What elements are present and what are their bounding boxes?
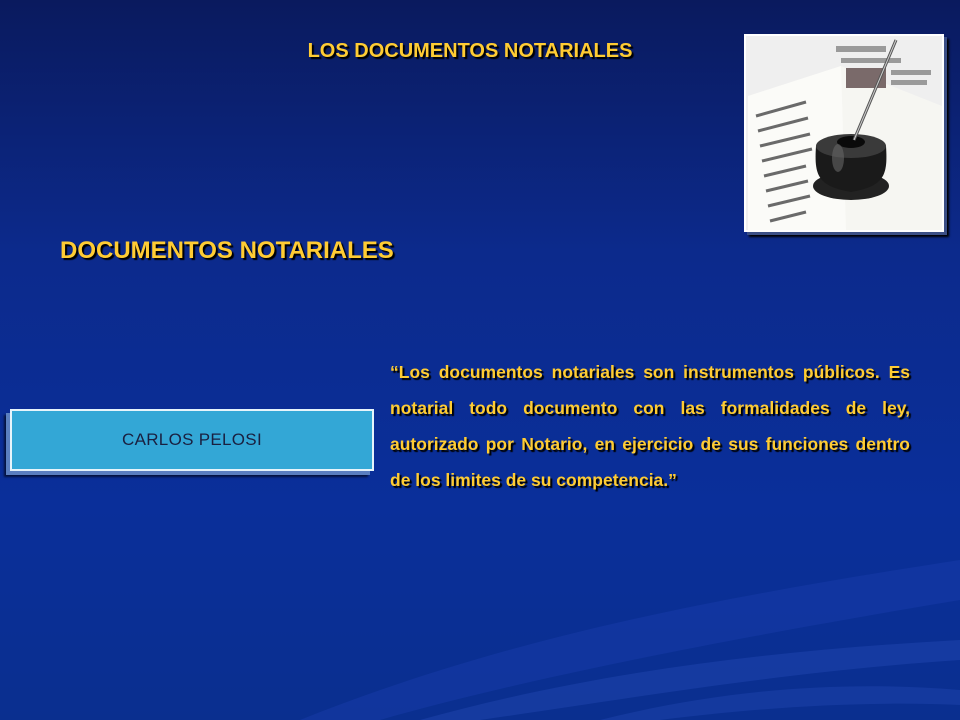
- page-title: LOS DOCUMENTOS NOTARIALES: [307, 40, 633, 62]
- section-heading: DOCUMENTOS NOTARIALES: [60, 237, 394, 264]
- author-name: CARLOS PELOSI: [122, 430, 262, 449]
- author-box: [10, 409, 374, 471]
- definition-quote: “Los documentos notariales son instrumentos públicos. Es notarial todo documento con las formalidades de ley, autorizado por Notario, en ejercicio de sus funciones dentro de los limites de su competencia.”: [390, 362, 910, 490]
- quill-inkwell-book-image: [744, 34, 944, 232]
